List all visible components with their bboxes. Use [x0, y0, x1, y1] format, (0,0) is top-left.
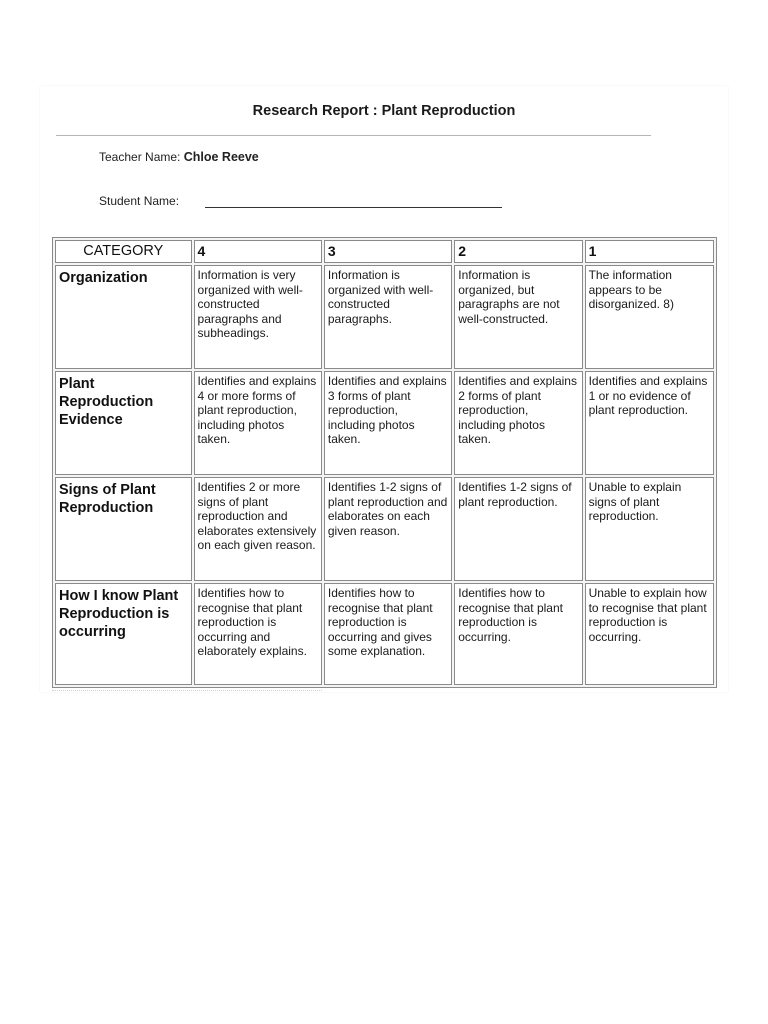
table-row [55, 477, 714, 581]
criteria-cell: Information is organized, but paragraphs are not well-constructed. [454, 265, 582, 369]
table-row [55, 371, 714, 475]
column-header-score-4: 4 [194, 240, 322, 263]
category-cell: Signs of Plant Reproduction [55, 477, 192, 581]
column-header-score-2: 2 [454, 240, 582, 263]
criteria-cell: Identifies how to recognise that plant reproduction is occurring and gives some explanation. [324, 583, 452, 685]
column-header-category: CATEGORY [55, 240, 192, 263]
criteria-cell: Unable to explain signs of plant reproduction. [585, 477, 714, 581]
category-cell: Plant Reproduction Evidence [55, 371, 192, 475]
criteria-cell: Unable to explain how to recognise that plant reproduction is occurring. [585, 583, 714, 685]
teacher-label: Teacher Name: [99, 150, 181, 164]
report-title: Research Report : Plant Reproduction [252, 103, 516, 119]
footer-divider [52, 690, 322, 691]
criteria-cell: Identifies how to recognise that plant reproduction is occurring and elaborately explains. [194, 583, 322, 685]
criteria-cell: Identifies 1-2 signs of plant reproduction and elaborates on each given reason. [324, 477, 452, 581]
title-divider [56, 135, 651, 136]
category-cell: How I know Plant Reproduction is occurring [55, 583, 192, 685]
column-header-score-3: 3 [324, 240, 452, 263]
table-row [55, 265, 714, 369]
rubric-header-row [55, 240, 714, 263]
criteria-cell: Identifies and explains 3 forms of plant reproduction, including photos taken. [324, 371, 452, 475]
criteria-cell: Information is organized with well-constructed paragraphs. [324, 265, 452, 369]
criteria-cell: Identifies and explains 2 forms of plant reproduction, including photos taken. [454, 371, 582, 475]
table-row [55, 583, 714, 685]
criteria-cell: Identifies and explains 1 or no evidence of plant reproduction. [585, 371, 714, 475]
criteria-cell: Identifies how to recognise that plant reproduction is occurring. [454, 583, 582, 685]
criteria-cell: The information appears to be disorganized. 8) [585, 265, 714, 369]
teacher-name: Chloe Reeve [183, 150, 259, 164]
rubric-table [52, 237, 717, 688]
student-name-blank-line [205, 207, 502, 208]
criteria-cell: Identifies 2 or more signs of plant reproduction and elaborates extensively on each given reason. [194, 477, 322, 581]
student-name-label: Student Name: [99, 194, 180, 208]
criteria-cell: Identifies 1-2 signs of plant reproduction. [454, 477, 582, 581]
category-cell: Organization [55, 265, 192, 369]
criteria-cell: Identifies and explains 4 or more forms of plant reproduction, including photos taken. [194, 371, 322, 475]
criteria-cell: Information is very organized with well-constructed paragraphs and subheadings. [194, 265, 322, 369]
teacher-name-line [99, 150, 259, 164]
column-header-score-1: 1 [585, 240, 714, 263]
